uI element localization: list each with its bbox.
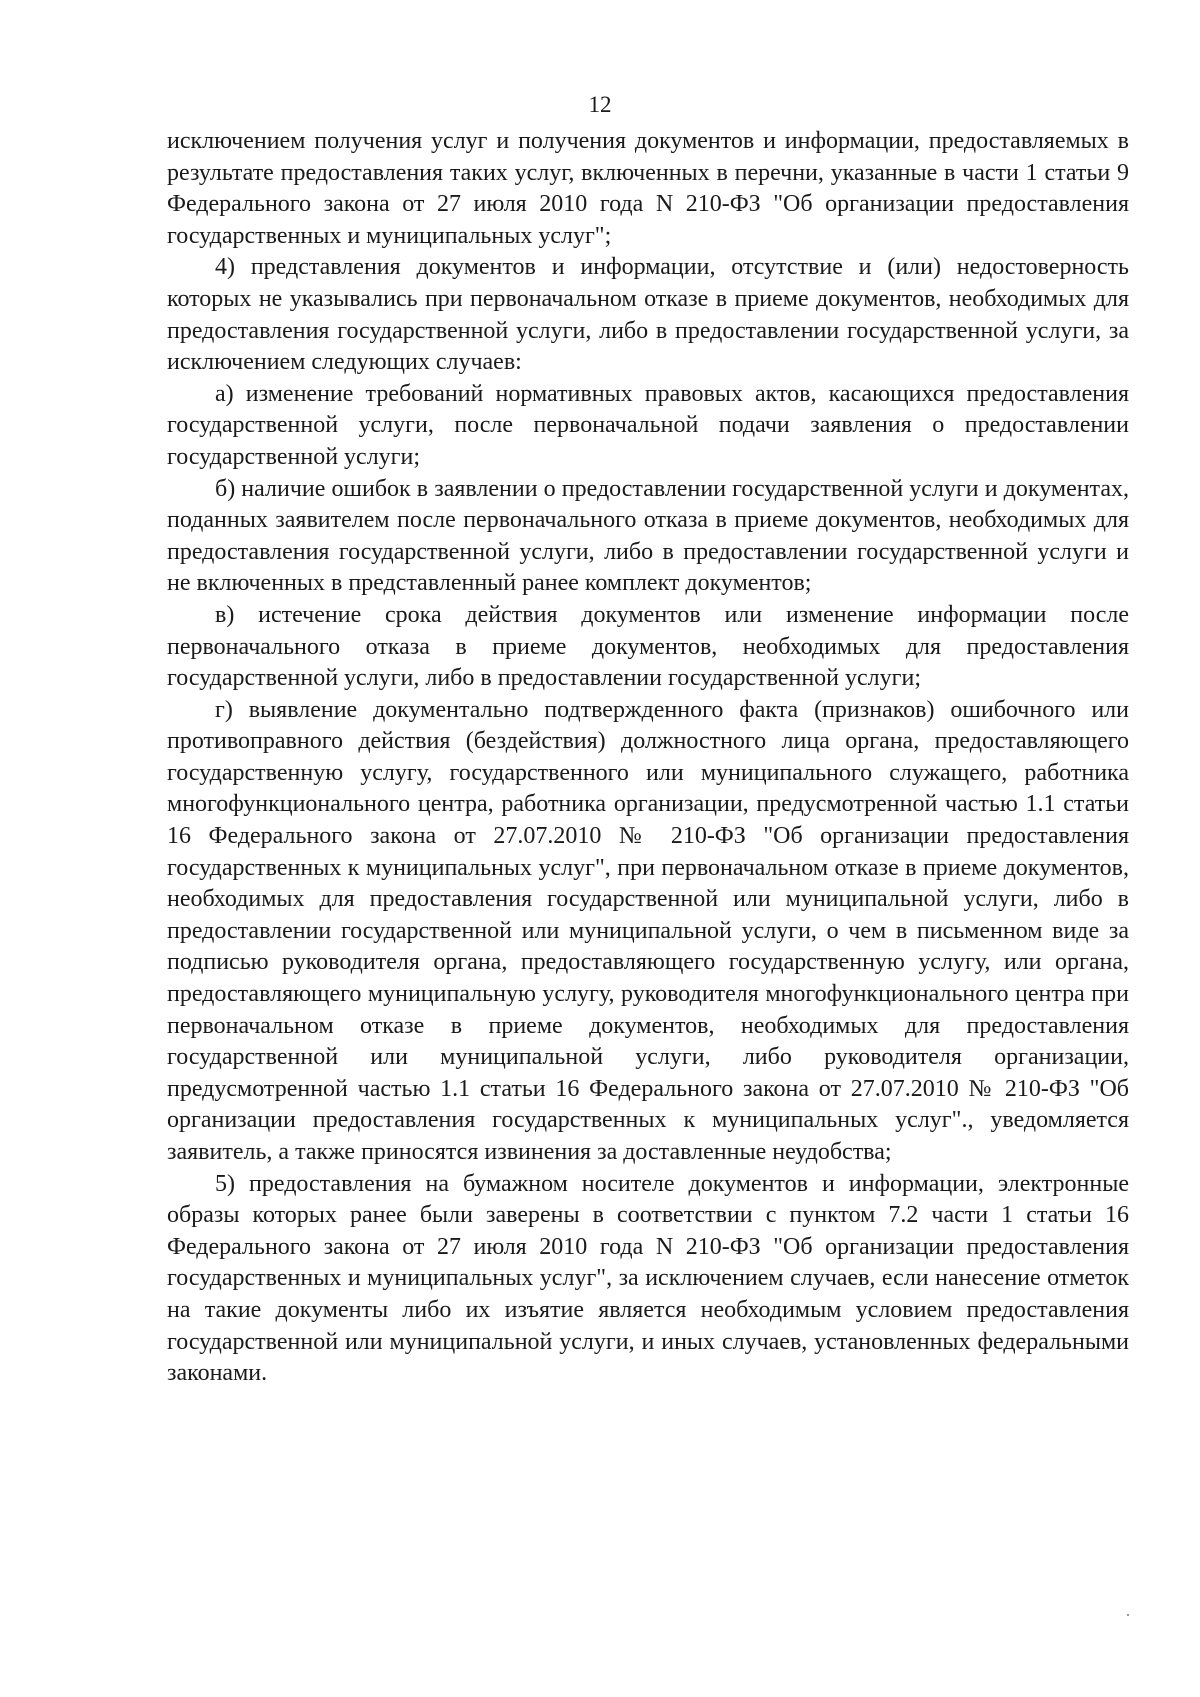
page-number: 12	[588, 92, 612, 117]
scan-speck	[1127, 1614, 1129, 1616]
paragraph-continuation: исключением получения услуг и получения документов и информации, предоставляемых в результате предоставления таких услуг, включенных в перечни, указанные в части 1 статьи 9 Федерального закона от 27 июля 2010 года N 210-ФЗ "Об организации предоставления государственных и муниципальных услуг";	[167, 128, 1129, 249]
paragraph-subitem-g: г) выявление документально подтвержденного факта (признаков) ошибочного или противоправного действия (бездействия) должностного лица органа, предоставляющего государственную услугу, государственного или муниципального служащего, работника многофункционального центра, работника организации, предусмотренной частью 1.1 статьи 16 Федерального закона от 27.07.2010 № 210-ФЗ "Об организации предоставления государственных к муниципальных услуг", при первоначальном отказе в приеме документов, необходимых для предоставления государственной или муниципальной услуги, либо в предоставлении государственной или муниципальной услуги, о чем в письменном виде за подписью руководителя органа, предоставляющего государственную услугу, или органа, предоставляющего муниципальную услугу, руководителя многофункционального центра при первоначальном отказе в приеме документов, необходимых для предоставления государственной или муниципальной услуги, либо руководителя организации, предусмотренной частью 1.1 статьи 16 Федерального закона от 27.07.2010 № 210-ФЗ "Об организации предоставления государственных к муниципальных услуг"., уведомляется заявитель, а также приносятся извинения за доставленные неудобства;	[167, 696, 1129, 1165]
paragraph-item-4: 4) представления документов и информации, отсутствие и (или) недостоверность которых не указывались при первоначальном отказе в приеме документов, необходимых для предоставления государственной услуги, либо в предоставлении государственной услуги, за исключением следующих случаев:	[167, 254, 1129, 376]
document-body	[167, 126, 1129, 1390]
paragraph-subitem-b: б) наличие ошибок в заявлении о предоставлении государственной услуги и документах, поданных заявителем после первоначального отказа в приеме документов, необходимых для предоставления государственной услуги, либо в предоставлении государственной услуги и не включенных в представленный ранее комплект документов;	[167, 475, 1129, 597]
paragraph-subitem-a: а) изменение требований нормативных правовых актов, касающихся предоставления государственной услуги, после первоначальной подачи заявления о предоставлении государственной услуги;	[167, 380, 1129, 470]
paragraph-item-5: 5) предоставления на бумажном носителе документов и информации, электронные образы которых ранее были заверены в соответствии с пунктом 7.2 части 1 статьи 16 Федерального закона от 27 июля 2010 года N 210-ФЗ "Об организации предоставления государственных и муниципальных услуг", за исключением случаев, если нанесение отметок на такие документы либо их изъятие является необходимым условием предоставления государственной или муниципальной услуги, и иных случаев, установленных федеральными законами.	[167, 1170, 1129, 1387]
paragraph-subitem-v: в) истечение срока действия документов или изменение информации после первоначального отказа в приеме документов, необходимых для предоставления государственной услуги, либо в предоставлении государственной услуги;	[167, 601, 1129, 692]
